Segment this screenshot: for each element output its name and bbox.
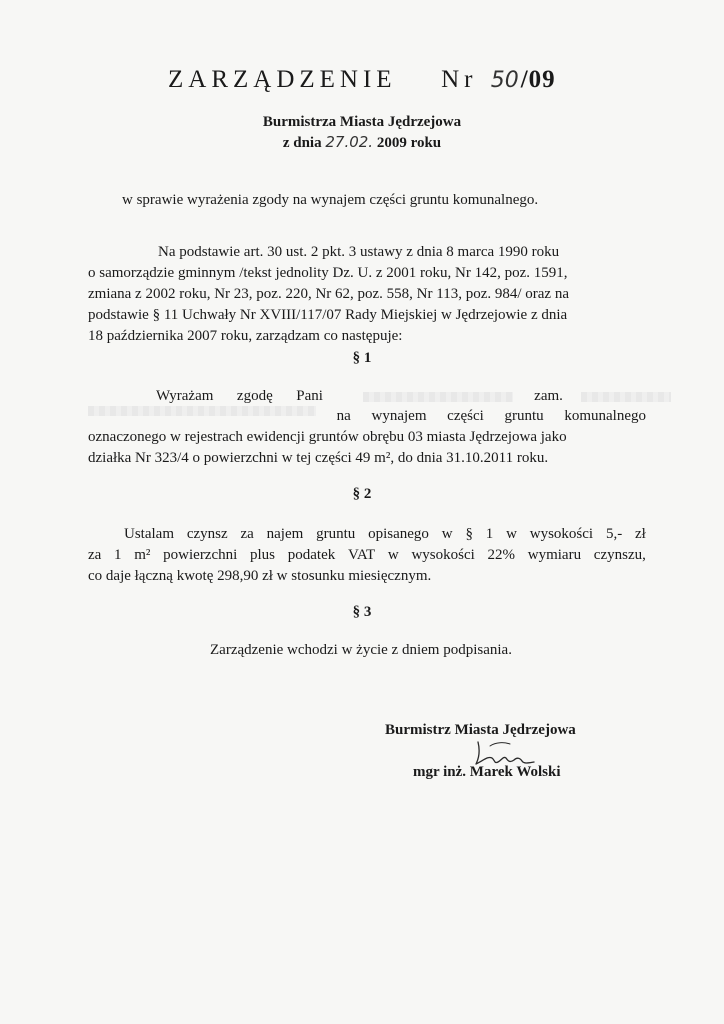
section-1-line-1: Wyrażam zgodę Pani zam. bbox=[156, 386, 671, 407]
section-1-line-2: na wynajem części gruntu komunalnego bbox=[88, 406, 646, 427]
section-2-line-3: co daje łączną kwotę 298,90 zł w stosunku miesięcznym. bbox=[88, 568, 432, 584]
redacted-name bbox=[363, 392, 513, 402]
section-2-line-1: Ustalam czynsz za najem gruntu opisanego w § 1 w wysokości 5,- zł bbox=[124, 526, 646, 542]
issuer: Burmistrza Miasta Jędrzejowa bbox=[262, 114, 462, 130]
basis-line: podstawie § 11 Uchwały Nr XVIII/117/07 Rady Miejskiej w Jędrzejowie z dnia bbox=[88, 307, 568, 323]
date-handwritten: 27.02. bbox=[325, 133, 374, 151]
signatory-title: Burmistrz Miasta Jędrzejowa bbox=[385, 722, 576, 738]
section-1-line-4: działka Nr 323/4 o powierzchni w tej części 49 m², do dnia 31.10.2011 roku. bbox=[88, 450, 549, 466]
basis-line: Na podstawie art. 30 ust. 2 pkt. 3 ustawy z dnia 8 marca 1990 roku bbox=[158, 244, 560, 260]
section-1-line-3: oznaczonego w rejestrach ewidencji gruntów obrębu 03 miasta Jędrzejowa jako bbox=[88, 429, 567, 445]
section-2-line-2: za 1 m² powierzchni plus podatek VAT w wysokości 22% wymiaru czynszu, bbox=[88, 547, 646, 563]
title-word: ZARZĄDZENIE bbox=[168, 66, 397, 93]
signatory-name: mgr inż. Marek Wolski bbox=[413, 764, 561, 780]
document-number-handwritten: 50 bbox=[490, 68, 519, 93]
year-suffix: /09 bbox=[520, 66, 556, 93]
section-1-heading: § 1 bbox=[352, 350, 372, 366]
nr-label: Nr bbox=[441, 66, 478, 93]
redacted-address bbox=[88, 406, 316, 416]
section-3-heading: § 3 bbox=[352, 604, 372, 620]
section-2-heading: § 2 bbox=[352, 486, 372, 502]
basis-line: o samorządzie gminnym /tekst jednolity Dz. U. z 2001 roku, Nr 142, poz. 1591, bbox=[88, 265, 568, 281]
legal-basis bbox=[88, 242, 648, 347]
redacted-address-start bbox=[581, 392, 671, 402]
basis-line: 18 października 2007 roku, zarządzam co następuje: bbox=[88, 328, 403, 344]
basis-line: zmiana z 2002 roku, Nr 23, poz. 220, Nr 62, poz. 558, Nr 113, poz. 984/ oraz na bbox=[88, 286, 569, 302]
subject-line: w sprawie wyrażenia zgody na wynajem części gruntu komunalnego. bbox=[122, 192, 539, 208]
issue-date: z dnia 27.02. 2009 roku bbox=[282, 133, 442, 151]
section-3-text: Zarządzenie wchodzi w życie z dniem podpisania. bbox=[210, 642, 512, 658]
document-title bbox=[168, 66, 556, 94]
